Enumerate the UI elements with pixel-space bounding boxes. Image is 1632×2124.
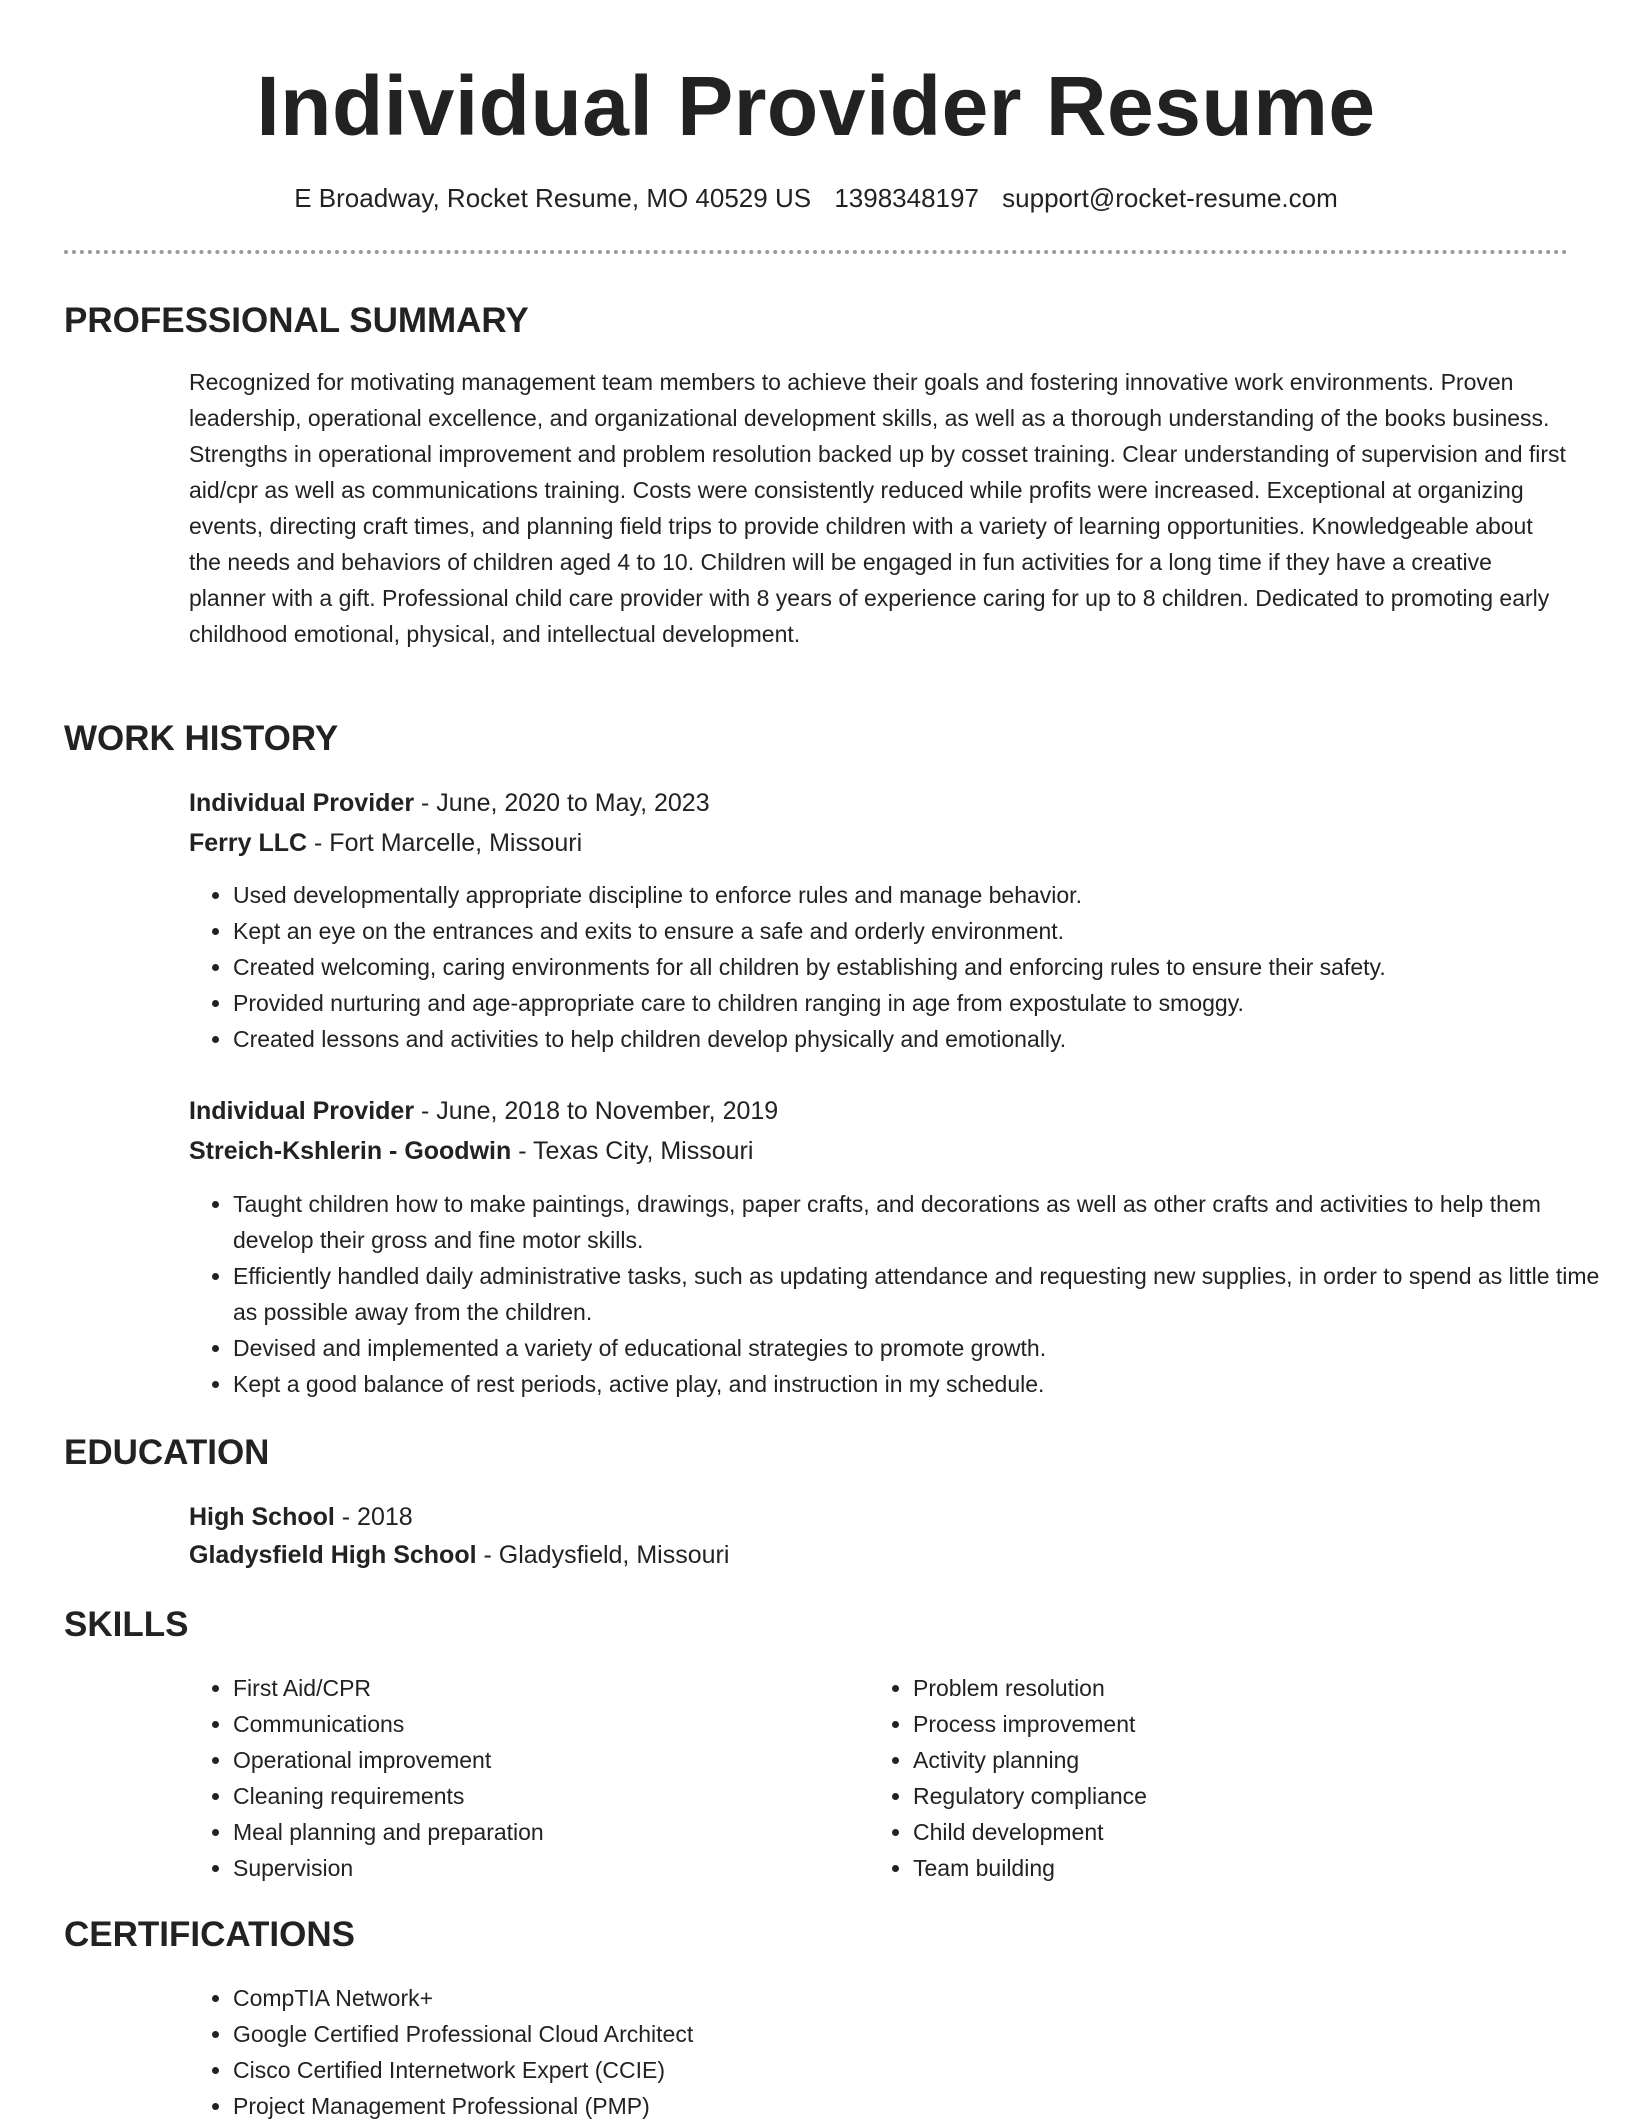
list-item: • Team building [913,1850,1533,1886]
skills-right-list [869,1670,1533,1886]
contact-phone: 1398348197 [834,183,979,213]
list-item: • Meal planning and preparation [233,1814,853,1850]
education-location: - Gladysfield, Missouri [476,1541,730,1569]
list-item: • Project Management Professional (PMP) [233,2088,1613,2124]
list-item: • Efficiently handled daily administrative tasks, such as updating attendance and requesting new supplies, in order to spend as little time as possible away from the children. [233,1258,1613,1330]
list-item: • Operational improvement [233,1742,853,1778]
list-item: • Created lessons and activities to help children develop physically and emotionally. [233,1021,1613,1057]
education-year: - 2018 [334,1503,413,1531]
list-item: • Activity planning [913,1742,1533,1778]
contact-address: E Broadway, Rocket Resume, MO 40529 US [294,183,812,213]
list-item: • First Aid/CPR [233,1670,853,1706]
resume-title: Individual Provider Resume [256,59,1376,153]
contact-line [0,180,1632,216]
list-item: • Devised and implemented a variety of educational strategies to promote growth. [233,1330,1613,1366]
skills-heading: SKILLS [64,1605,189,1644]
list-item: • Problem resolution [913,1670,1533,1706]
list-item: • Created welcoming, caring environments for all children by establishing and enforcing rules to ensure their safety. [233,949,1613,985]
list-item: • Google Certified Professional Cloud Architect [233,2016,1613,2052]
list-item: • Used developmentally appropriate discipline to enforce rules and manage behavior. [233,877,1613,913]
job-1-location: - Fort Marcelle, Missouri [307,829,583,857]
job-2-bullets [189,1186,1613,1402]
skills-left-list [189,1670,853,1886]
job-1-title: Individual Provider [189,789,415,817]
job-2-dates: - June, 2018 to November, 2019 [414,1097,779,1125]
certifications-heading: CERTIFICATIONS [64,1915,356,1954]
education-degree-line [189,1500,1569,1534]
job-1-title-line [189,786,1569,820]
job-1-bullets [189,877,1613,1057]
summary-heading: PROFESSIONAL SUMMARY [64,301,529,340]
contact-email: support@rocket-resume.com [1002,183,1338,213]
list-item: • Regulatory compliance [913,1778,1533,1814]
job-2-company: Streich-Kshlerin - Goodwin [189,1137,512,1165]
header-divider [64,250,1568,254]
list-item: • Supervision [233,1850,853,1886]
summary-text: Recognized for motivating management team members to achieve their goals and fostering innovative work environments. Proven leadership, operational excellence, and organizational development skills, as well as a thorough understanding of the books business. Strengths in operational improvement and problem resolution backed up by cosset training. Clear understanding of supervision and first aid/cpr as well as communications training. Costs were consistently reduced while profits were increased. Exceptional at organizing events, directing craft times, and planning field trips to provide children with a variety of learning opportunities. Knowledgeable about the needs and behaviors of children aged 4 to 10. Children will be engaged in fun activities for a long time if they have a creative planner with a gift. Professional child care provider with 8 years of experience caring for up to 8 children. Dedicated to promoting early childhood emotional, physical, and intellectual development. [189,369,1566,647]
list-item: • Communications [233,1706,853,1742]
list-item: • Kept an eye on the entrances and exits to ensure a safe and orderly environment. [233,913,1613,949]
list-item: • Child development [913,1814,1533,1850]
job-1-company-line [189,826,1569,860]
list-item: • Provided nurturing and age-appropriate care to children ranging in age from expostulate to smoggy. [233,985,1613,1021]
job-2-title: Individual Provider [189,1097,415,1125]
education-school: Gladysfield High School [189,1541,477,1569]
education-degree: High School [189,1503,335,1531]
list-item: • Cisco Certified Internetwork Expert (CCIE) [233,2052,1613,2088]
list-item: • Kept a good balance of rest periods, active play, and instruction in my schedule. [233,1366,1613,1402]
list-item: • CompTIA Network+ [233,1980,1613,2016]
list-item: • Taught children how to make paintings, drawings, paper crafts, and decorations as well as other crafts and activities to help them develop their gross and fine motor skills. [233,1186,1613,1258]
certifications-list [189,1980,1613,2124]
job-2-title-line [189,1094,1569,1128]
education-heading: EDUCATION [64,1433,270,1472]
job-1-dates: - June, 2020 to May, 2023 [414,789,710,817]
job-2-location: - Texas City, Missouri [511,1137,754,1165]
education-school-line [189,1538,1569,1572]
job-1-company: Ferry LLC [189,829,308,857]
list-item: • Process improvement [913,1706,1533,1742]
job-2-company-line [189,1134,1569,1168]
list-item: • Cleaning requirements [233,1778,853,1814]
work-history-heading: WORK HISTORY [64,719,339,758]
